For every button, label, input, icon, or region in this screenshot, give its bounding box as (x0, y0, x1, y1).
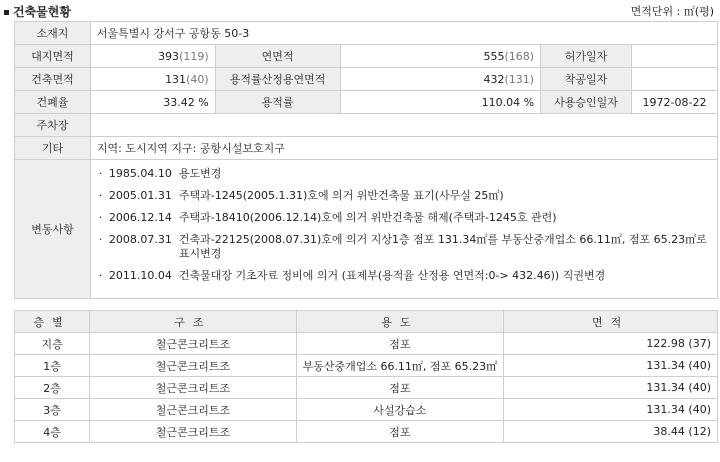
far-area-cell (340, 68, 540, 91)
history-text: 건축물대장 기초자료 정비에 의거 (표제부(용적율 산정용 연면적:0-> 432.46)) 직권변경 (178, 269, 606, 282)
history-item: · 2005.01.31 주택과-1245(2005.1.31)호에 의거 위반건축물 표기(사무실 25㎡) (99, 189, 709, 203)
building-area-value: 131 (165, 72, 187, 86)
location-value: 서울특별시 강서구 공항동 50-3 (90, 22, 717, 45)
col-header-structure: 구조 (90, 311, 296, 333)
start-date-value (631, 68, 717, 91)
history-item: · 2006.12.14 주택과-18410(2006.12.14)호에 의거 위반건축물 해제(주택과-1245호 관련) (99, 211, 709, 225)
structure-cell: 철근콘크리트조 (90, 355, 296, 377)
history-date: 2008.07.31 (108, 233, 172, 246)
history-label: 변동사항 (15, 160, 91, 299)
etc-label: 기타 (15, 137, 91, 160)
history-item: · 2008.07.31 건축과-22125(2008.07.31)호에 의거 지상1층 점포 131.34㎡를 부동산중개업소 66.11㎡, 점포 65.23㎡로 표시변경 (99, 233, 709, 261)
site-area-label: 대지면적 (15, 45, 91, 68)
far-label: 용적률 (215, 91, 340, 114)
use-cell: 부동산중개업소 66.11㎡, 점포 65.23㎡ (296, 355, 504, 377)
history-list (90, 160, 717, 299)
square-bullet-icon (4, 10, 9, 15)
area-cell (504, 333, 718, 355)
use-cell: 점포 (296, 421, 504, 443)
gross-area-py: (168) (504, 49, 535, 63)
floor-cell: 2층 (15, 377, 90, 399)
area-py: (40) (688, 403, 711, 416)
parking-value (90, 114, 717, 137)
table-row (15, 91, 718, 114)
col-header-floor: 층별 (15, 311, 90, 333)
structure-cell: 철근콘크리트조 (90, 421, 296, 443)
gross-area-value: 555 (483, 49, 505, 63)
table-row (15, 114, 718, 137)
section-title-text: 건축물현황 (13, 5, 71, 19)
site-area-value: 393 (158, 49, 180, 63)
building-area-py: (40) (186, 72, 209, 86)
permit-date-label: 허가일자 (541, 45, 632, 68)
approval-date-value: 1972-08-22 (631, 91, 717, 114)
floor-cell: 1층 (15, 355, 90, 377)
area-cell (504, 399, 718, 421)
area-py: (12) (688, 425, 711, 438)
history-date: 2005.01.31 (108, 189, 172, 202)
parking-label: 주차장 (15, 114, 91, 137)
building-area-label: 건축면적 (15, 68, 91, 91)
col-header-area: 면적 (504, 311, 718, 333)
building-info-table (14, 21, 718, 299)
history-text: 주택과-18410(2006.12.14)호에 의거 위반건축물 해제(주택과-1245호 관련) (178, 211, 557, 224)
history-date: 2006.12.14 (108, 211, 172, 224)
history-text: 용도변경 (178, 167, 222, 180)
history-row (15, 160, 718, 299)
floor-table (14, 310, 718, 443)
area-py: (40) (688, 381, 711, 394)
structure-cell: 철근콘크리트조 (90, 333, 296, 355)
floor-cell: 3층 (15, 399, 90, 421)
use-cell: 사설강습소 (296, 399, 504, 421)
table-row (15, 399, 718, 421)
site-area-py: (119) (179, 49, 209, 63)
etc-value: 지역: 도시지역 지구: 공항시설보호지구 (90, 137, 717, 160)
area-unit-label: 면적단위 : ㎡(평) (630, 5, 714, 18)
table-row (15, 377, 718, 399)
history-date: 2011.10.04 (108, 269, 172, 282)
gross-area-cell (340, 45, 540, 68)
area-value: 122.98 (646, 337, 685, 350)
table-row (15, 137, 718, 160)
bcr-label: 건폐율 (15, 91, 91, 114)
building-area-cell (90, 68, 215, 91)
use-cell: 점포 (296, 377, 504, 399)
gross-area-label: 연면적 (215, 45, 340, 68)
section-title (4, 3, 71, 20)
table-row (15, 45, 718, 68)
area-value: 131.34 (646, 381, 685, 394)
use-cell: 점포 (296, 333, 504, 355)
site-area-cell (90, 45, 215, 68)
history-date: 1985.04.10 (108, 167, 172, 180)
history-item: · 2011.10.04 건축물대장 기초자료 정비에 의거 (표제부(용적율 산정용 연면적:0-> 432.46)) 직권변경 (99, 269, 709, 283)
area-value: 131.34 (646, 403, 685, 416)
table-row (15, 22, 718, 45)
structure-cell: 철근콘크리트조 (90, 377, 296, 399)
history-item: · 1985.04.10 용도변경 (99, 167, 709, 181)
section-header (0, 0, 720, 20)
area-value: 38.44 (653, 425, 685, 438)
bcr-value: 33.42 % (90, 91, 215, 114)
area-cell (504, 421, 718, 443)
area-cell (504, 377, 718, 399)
table-row (15, 333, 718, 355)
table-row (15, 355, 718, 377)
permit-date-value (631, 45, 717, 68)
floor-cell: 4층 (15, 421, 90, 443)
location-label: 소재지 (15, 22, 91, 45)
approval-date-label: 사용승인일자 (541, 91, 632, 114)
area-cell (504, 355, 718, 377)
far-area-py: (131) (504, 72, 535, 86)
history-text: 주택과-1245(2005.1.31)호에 의거 위반건축물 표기(사무실 25㎡) (178, 189, 504, 202)
far-area-label: 용적률산정용연면적 (215, 68, 340, 91)
history-text: 건축과-22125(2008.07.31)호에 의거 지상1층 점포 131.34㎡를 부동산중개업소 66.11㎡, 점포 65.23㎡로 표시변경 (178, 233, 707, 260)
table-row (15, 421, 718, 443)
far-area-value: 432 (483, 72, 505, 86)
far-value: 110.04 % (340, 91, 540, 114)
area-py: (40) (688, 359, 711, 372)
table-header-row (15, 311, 718, 333)
structure-cell: 철근콘크리트조 (90, 399, 296, 421)
area-py: (37) (688, 337, 711, 350)
floor-cell: 지층 (15, 333, 90, 355)
table-row (15, 68, 718, 91)
col-header-use: 용도 (296, 311, 504, 333)
area-value: 131.34 (646, 359, 685, 372)
start-date-label: 착공일자 (541, 68, 632, 91)
